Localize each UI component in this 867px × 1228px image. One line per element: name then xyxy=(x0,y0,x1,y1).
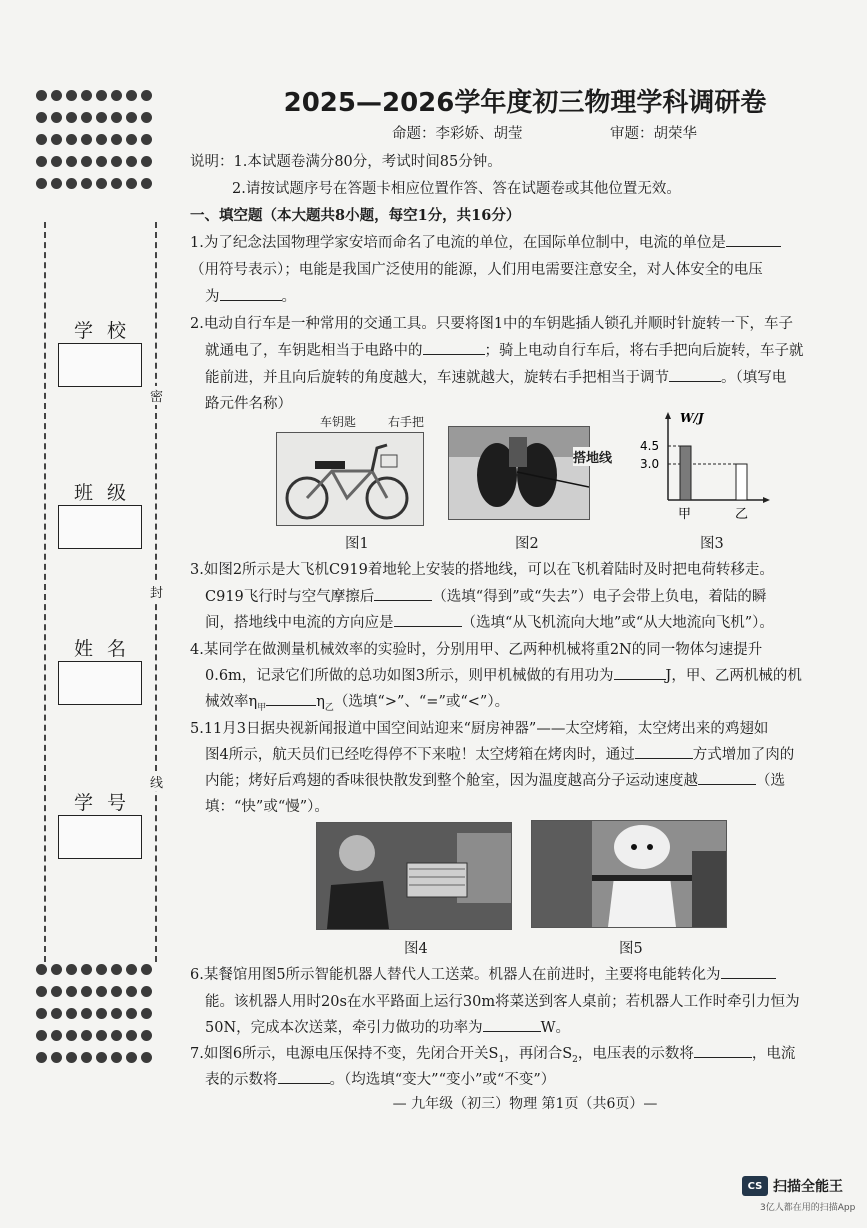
binding-dot xyxy=(141,1008,152,1019)
binding-dot xyxy=(66,134,77,145)
binding-dot xyxy=(51,156,62,167)
q2-text2a: 就通电了，车钥匙相当于电路中的 xyxy=(205,343,423,359)
q2-line1: 2.电动自行车是一种常用的交通工具。只要将图1中的车钥匙插人锁孔并顺时针旋转一下，车子 xyxy=(190,316,794,332)
q5-line4: 填：“快”或“慢”）。 xyxy=(205,799,329,815)
q1-line2: （用符号表示）；电能是我国广泛使用的能源，人们用电需要注意安全，对人体安全的电压 xyxy=(190,262,763,278)
binding-dot xyxy=(66,964,77,975)
q7-blank2[interactable] xyxy=(278,1071,330,1084)
binding-dot xyxy=(141,112,152,123)
q6-text1: 6.某餐馆用图5所示智能机器人替代人工送菜。机器人在前进时，主要将电能转化为 xyxy=(190,967,721,983)
binding-dot xyxy=(141,156,152,167)
q7-text2a: 表的示数将 xyxy=(205,1072,278,1088)
binding-dot xyxy=(36,964,47,975)
q6-blank2[interactable] xyxy=(483,1019,541,1032)
q6-text3b: W。 xyxy=(540,1020,571,1036)
school-field[interactable] xyxy=(58,343,142,387)
binding-dot xyxy=(126,1008,137,1019)
q1-line1 xyxy=(190,231,781,252)
q7-text1b: ，再闭合S xyxy=(504,1046,573,1062)
binding-dot xyxy=(126,156,137,167)
note-2: 2.请按试题序号在答题卡相应位置作答、答在试题卷或其他位置无效。 xyxy=(232,181,681,197)
q2-text2b: ；骑上电动自行车后，将右手把向后旋转，车子就 xyxy=(484,343,804,359)
binding-dot xyxy=(96,964,107,975)
binding-dot xyxy=(81,112,92,123)
fig5-caption: 图5 xyxy=(619,941,643,957)
binding-dot xyxy=(141,90,152,101)
number-label: 学号 xyxy=(74,792,141,814)
binding-dot xyxy=(66,1052,77,1063)
q3-line2 xyxy=(205,585,766,606)
fig3-category-a: 甲 xyxy=(678,507,692,522)
binding-dot xyxy=(66,156,77,167)
q2-line3 xyxy=(205,366,786,387)
q5-blank2[interactable] xyxy=(698,772,756,785)
binding-dot xyxy=(126,1030,137,1041)
binding-dots-bottom xyxy=(36,964,156,1063)
fig1-caption: 图1 xyxy=(345,536,369,552)
binding-dot xyxy=(111,1008,122,1019)
q4-sub-a: 甲 xyxy=(257,702,267,713)
binding-dot xyxy=(66,178,77,189)
binding-dot xyxy=(141,134,152,145)
binding-dot xyxy=(81,134,92,145)
q5-text3b: （选 xyxy=(756,773,785,789)
logo-text: 扫描全能王 xyxy=(773,1179,843,1195)
binding-dot xyxy=(111,90,122,101)
binding-dot xyxy=(96,1008,107,1019)
q3-line1: 3.如图2所示是大飞机C919着地轮上安装的搭地线，可以在飞机着陆时及时把电荷转移走。 xyxy=(190,562,774,578)
q4-text3a: 械效率η xyxy=(205,694,258,710)
binding-dot xyxy=(141,1052,152,1063)
fig3-tick-1: 4.5 xyxy=(640,439,660,453)
binding-dot xyxy=(96,112,107,123)
binding-dot xyxy=(96,178,107,189)
fig4-caption: 图4 xyxy=(404,941,428,957)
binding-dot xyxy=(36,1030,47,1041)
q1-text3b: 。 xyxy=(281,289,296,305)
binding-dot xyxy=(36,156,47,167)
binding-dot xyxy=(111,156,122,167)
binding-dot xyxy=(81,964,92,975)
q1-blank2[interactable] xyxy=(220,288,282,301)
binding-dot xyxy=(36,90,47,101)
q2-blank2[interactable] xyxy=(669,369,721,382)
fig1-bicycle-image xyxy=(276,432,424,526)
q5-line2 xyxy=(205,743,794,764)
q7-text2b: 。（均选填“变大”“变小”或“不变”） xyxy=(329,1072,556,1088)
q5-line1: 5.11月3日据央视新闻报道中国空间站迎来“厨房神器”——太空烤箱，太空烤出来的鸡翅如 xyxy=(190,721,769,737)
q4-text2b: J，甲、乙两机械的机 xyxy=(665,668,802,684)
fig3-tick-2: 3.0 xyxy=(640,457,660,471)
q3-text3b: （选填“从飞机流向大地”或“从大地流向飞机”）。 xyxy=(461,615,774,631)
q3-text3a: 间，搭地线中电流的方向应是 xyxy=(205,615,394,631)
binding-dot xyxy=(96,134,107,145)
q5-blank1[interactable] xyxy=(635,746,693,759)
binding-dot xyxy=(81,1030,92,1041)
binding-dot xyxy=(141,178,152,189)
q7-text1a: 7.如图6所示，电源电压保持不变，先闭合开关S xyxy=(190,1046,499,1062)
q4-line2 xyxy=(205,664,802,685)
binding-dot xyxy=(126,178,137,189)
binding-dot xyxy=(51,1030,62,1041)
binding-dot xyxy=(66,90,77,101)
binding-dot xyxy=(111,1052,122,1063)
q2-line4: 路元件名称） xyxy=(205,396,292,412)
class-label: 班级 xyxy=(74,482,141,504)
binding-dot xyxy=(111,964,122,975)
q6-blank1[interactable] xyxy=(721,966,776,979)
fig3-category-b: 乙 xyxy=(735,507,749,522)
binding-dot xyxy=(111,134,122,145)
binding-dot xyxy=(36,112,47,123)
q2-blank1[interactable] xyxy=(423,342,485,355)
binding-dot xyxy=(126,986,137,997)
binding-dot xyxy=(51,178,62,189)
binding-dot xyxy=(51,986,62,997)
q3-blank2[interactable] xyxy=(394,614,462,627)
binding-dot xyxy=(51,134,62,145)
binding-dot xyxy=(96,986,107,997)
binding-dot xyxy=(141,964,152,975)
q3-line3 xyxy=(205,611,774,632)
fig3-ylabel: W/J xyxy=(680,411,704,425)
binding-dot xyxy=(141,1030,152,1041)
q7-text1d: ，电流 xyxy=(751,1046,796,1062)
binding-dot xyxy=(66,112,77,123)
authors: 命题：李彩娇、胡莹 xyxy=(392,126,523,142)
q4-sub-b: 乙 xyxy=(324,702,334,713)
logo-subtitle: 3亿人都在用的扫描App xyxy=(760,1203,856,1213)
school-label: 学校 xyxy=(74,320,141,342)
q1-text1: 1.为了纪念法国物理学家安培而命名了电流的单位，在国际单位制中，电流的单位是 xyxy=(190,235,726,251)
exam-title: 2025—2026学年度初三物理学科调研卷 xyxy=(283,88,767,118)
fig2-caption: 图2 xyxy=(515,536,539,552)
binding-dot xyxy=(111,986,122,997)
q6-text3a: 50N，完成本次送菜，牵引力做功的功率为 xyxy=(205,1020,483,1036)
binding-dot xyxy=(51,964,62,975)
binding-dot xyxy=(36,178,47,189)
fig1-handle-label: 右手把 xyxy=(388,415,425,429)
name-label: 姓名 xyxy=(74,638,141,660)
q3-blank1[interactable] xyxy=(374,588,432,601)
q7-sub-s1: 1 xyxy=(498,1054,505,1065)
fig3-y-arrow xyxy=(665,412,671,419)
binding-dot xyxy=(126,1052,137,1063)
q1-blank1[interactable] xyxy=(726,234,781,247)
fig3-bar-b xyxy=(736,464,747,500)
q7-text1c: ，电压表的示数将 xyxy=(577,1046,694,1062)
q2-text3a: 能前进，并且向后旋转的角度越大，车速就越大，旋转右手把相当于调节 xyxy=(205,370,669,386)
q2-text3b: 。（填写电 xyxy=(721,370,787,386)
binding-dot xyxy=(96,156,107,167)
cs-logo-icon: CS xyxy=(742,1176,768,1196)
number-field[interactable] xyxy=(58,815,142,859)
binding-dot xyxy=(81,178,92,189)
binding-dot xyxy=(126,964,137,975)
q4-blank2[interactable] xyxy=(266,693,316,706)
reviewer: 审题：胡荣华 xyxy=(610,126,697,142)
fig1-key-label: 车钥匙 xyxy=(320,415,357,429)
q6-line1 xyxy=(190,963,776,984)
binding-dot xyxy=(66,986,77,997)
q7-sub-s2: 2 xyxy=(572,1054,578,1065)
fig4-astronaut-image xyxy=(316,822,512,930)
binding-dot xyxy=(126,90,137,101)
q4-text3b: （选填“>”、“=”或“<”）。 xyxy=(333,694,510,710)
binding-dot xyxy=(51,112,62,123)
fig5-robot-image xyxy=(531,820,727,928)
binding-dot xyxy=(96,1052,107,1063)
binding-dot xyxy=(51,90,62,101)
binding-dot xyxy=(96,90,107,101)
binding-dot xyxy=(126,112,137,123)
binding-dot xyxy=(36,986,47,997)
section-heading: 一、填空题（本大题共8小题，每空1分，共16分） xyxy=(190,207,521,224)
binding-dot xyxy=(81,1008,92,1019)
binding-dot xyxy=(36,1008,47,1019)
page-footer: — 九年级（初三）物理 第1页（共6页）— xyxy=(392,1096,658,1112)
q4-line3: 械效率$\eta_甲$ $\eta_乙$（选填“>”、“=”或“<”）。 xyxy=(205,694,510,713)
q5-text3a: 内能；烤好后鸡翅的香味很快散发到整个舱室，因为温度越高分子运动速度越 xyxy=(205,773,698,789)
seal-mark-2: 封 xyxy=(150,582,163,601)
binding-dot xyxy=(51,1008,62,1019)
q7-blank1[interactable] xyxy=(694,1045,752,1058)
seal-mark-3: 线 xyxy=(150,772,163,791)
seal-mark-1: 密 xyxy=(150,386,163,405)
q5-text2a: 图4所示，航天员们已经吃得停不下来啦！太空烤箱在烤肉时，通过 xyxy=(205,747,635,763)
binding-dot xyxy=(81,156,92,167)
note-1: 说明：1.本试题卷满分80分，考试时间85分钟。 xyxy=(190,154,502,170)
q4-line1: 4.某同学在做测量机械效率的实验时，分别用甲、乙两种机械将重2N的同一物体匀速提升 xyxy=(190,642,763,658)
binding-dot xyxy=(81,1052,92,1063)
fig2-ground-wire-label: 搭地线 xyxy=(573,447,612,466)
q4-blank1[interactable] xyxy=(614,667,666,680)
seal-line-left xyxy=(44,222,46,962)
q1-line3 xyxy=(205,285,296,306)
class-field[interactable] xyxy=(58,505,142,549)
name-field[interactable] xyxy=(58,661,142,705)
fig3-x-arrow xyxy=(763,497,770,503)
q6-line3 xyxy=(205,1016,570,1037)
binding-dot xyxy=(81,986,92,997)
q2-line2 xyxy=(205,339,804,360)
q5-text2b: 方式增加了肉的 xyxy=(692,747,795,763)
binding-dot xyxy=(36,134,47,145)
binding-dot xyxy=(51,1052,62,1063)
binding-dot xyxy=(66,1008,77,1019)
binding-dot xyxy=(111,112,122,123)
camscanner-logo xyxy=(742,1176,843,1196)
fig2-landing-gear-image xyxy=(448,426,590,520)
q5-line3 xyxy=(205,769,785,790)
binding-dot xyxy=(111,178,122,189)
binding-dot xyxy=(96,1030,107,1041)
q1-text3: 为 xyxy=(205,289,220,305)
binding-dot xyxy=(141,986,152,997)
q3-text2b: （选填“得到”或“失去”）电子会带上负电，着陆的瞬 xyxy=(432,589,767,605)
binding-dot xyxy=(111,1030,122,1041)
binding-dot xyxy=(36,1052,47,1063)
q7-line1 xyxy=(190,1042,795,1065)
binding-dot xyxy=(66,1030,77,1041)
q4-text2a: 0.6m，记录它们所做的总功如图3所示，则甲机械做的有用功为 xyxy=(205,668,614,684)
q6-line2: 能。该机器人用时20s在水平路面上运行30m将菜送到客人桌前；若机器人工作时牵引力恒为 xyxy=(205,994,800,1010)
binding-dots-top xyxy=(36,90,156,189)
fig3-work-chart xyxy=(628,408,773,526)
fig3-bar-a xyxy=(680,446,691,500)
q3-text2a: C919飞行时与空气摩擦后 xyxy=(205,589,375,605)
binding-dot xyxy=(126,134,137,145)
q7-line2 xyxy=(205,1068,555,1089)
binding-dot xyxy=(81,90,92,101)
fig3-caption: 图3 xyxy=(700,536,724,552)
